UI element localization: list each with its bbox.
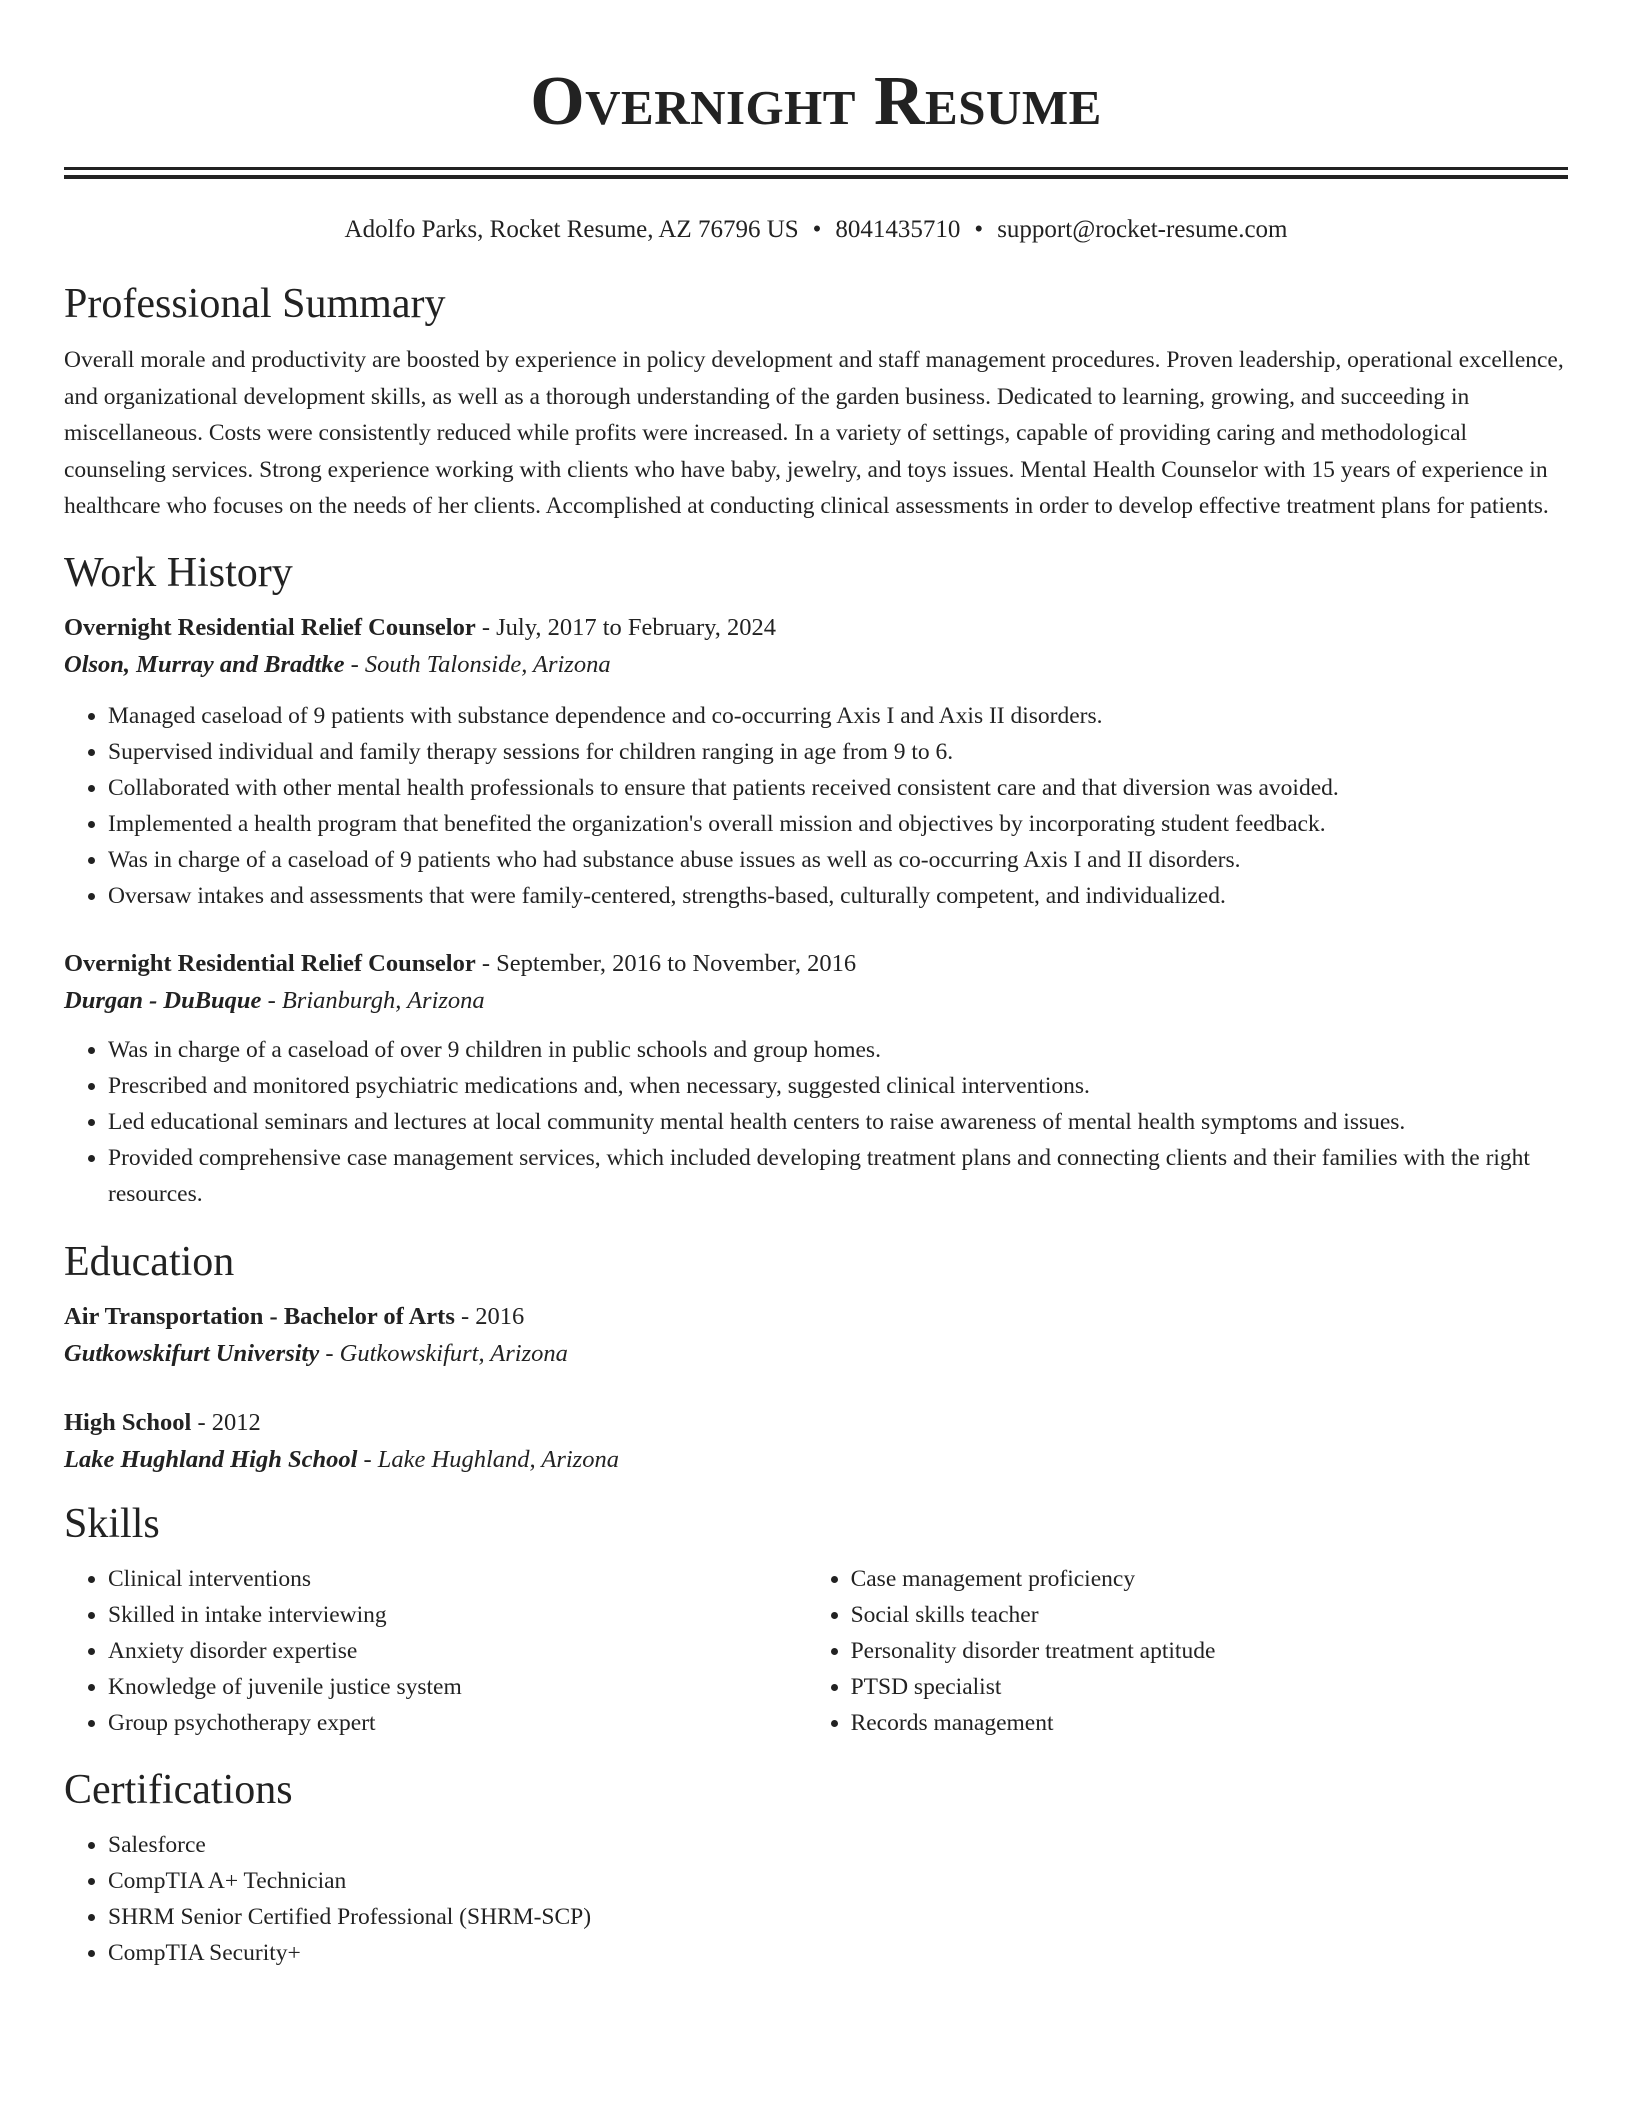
list-item: • Social skills teacher	[851, 1597, 1568, 1633]
education-entry	[64, 1405, 1568, 1479]
job-dates: - September, 2016 to November, 2016	[475, 949, 857, 977]
education-school-line	[64, 1441, 1568, 1479]
education-year: - 2016	[454, 1302, 525, 1330]
title-double-rule	[64, 167, 1568, 179]
contact-line	[64, 213, 1568, 247]
job-location: - Brianburgh, Arizona	[261, 986, 485, 1014]
list-item: • Led educational seminars and lectures at local community mental health centers to raise awareness of mental health symptoms and issues.	[108, 1104, 1568, 1140]
job-company-line	[64, 646, 1568, 684]
education-heading: Education	[64, 1238, 235, 1285]
skills-heading: Skills	[64, 1500, 160, 1547]
skills-columns	[64, 1561, 1568, 1741]
certifications-list	[64, 1827, 1568, 1971]
education-school: Lake Hughland High School	[64, 1445, 358, 1473]
education-location: - Gutkowskifurt, Arizona	[319, 1339, 568, 1367]
skills-list-right	[807, 1561, 1568, 1741]
contact-separator: •	[974, 216, 984, 243]
job-bullets	[64, 1032, 1568, 1212]
list-item: • Clinical interventions	[108, 1561, 807, 1597]
skills-list-left	[64, 1561, 807, 1741]
job-dates: - July, 2017 to February, 2024	[475, 613, 777, 641]
list-item: • PTSD specialist	[851, 1669, 1568, 1705]
resume-title: Overnight Resume	[530, 63, 1102, 140]
list-item: • CompTIA A+ Technician	[108, 1863, 1568, 1899]
list-item: • Skilled in intake interviewing	[108, 1597, 807, 1633]
contact-separator: •	[812, 216, 822, 243]
education-degree: Air Transportation - Bachelor of Arts	[64, 1302, 455, 1330]
resume-page	[64, 0, 1568, 1971]
list-item: • Collaborated with other mental health professionals to ensure that patients received consistent care and that diversion was avoided.	[108, 770, 1568, 806]
list-item: • CompTIA Security+	[108, 1935, 1568, 1971]
list-item: • Records management	[851, 1705, 1568, 1741]
education-degree-line	[64, 1405, 1568, 1441]
list-item: • Was in charge of a caseload of over 9 children in public schools and group homes.	[108, 1032, 1568, 1068]
list-item: • Personality disorder treatment aptitude	[851, 1633, 1568, 1669]
list-item: • Provided comprehensive case management services, which included developing treatment plans and connecting clients and their families with the right resources.	[108, 1140, 1568, 1212]
education-location: - Lake Hughland, Arizona	[357, 1445, 619, 1473]
work-history-heading: Work History	[64, 549, 293, 596]
summary-heading: Professional Summary	[64, 281, 446, 327]
list-item: • Managed caseload of 9 patients with substance dependence and co-occurring Axis I and Axis II disorders.	[108, 698, 1568, 734]
certifications-heading: Certifications	[64, 1766, 293, 1813]
job-title: Overnight Residential Relief Counselor	[64, 949, 476, 977]
list-item: • SHRM Senior Certified Professional (SHRM-SCP)	[108, 1899, 1568, 1935]
job-company: Olson, Murray and Bradtke	[64, 650, 345, 678]
list-item: • Supervised individual and family therapy sessions for children ranging in age from 9 to 6.	[108, 734, 1568, 770]
job-entry	[64, 946, 1568, 1212]
education-entry	[64, 1299, 1568, 1373]
list-item: • Oversaw intakes and assessments that were family-centered, strengths-based, culturally competent, and individualized.	[108, 878, 1568, 914]
contact-address: Adolfo Parks, Rocket Resume, AZ 76796 US	[344, 216, 799, 243]
list-item: • Knowledge of juvenile justice system	[108, 1669, 807, 1705]
job-company: Durgan - DuBuque	[64, 986, 262, 1014]
list-item: • Salesforce	[108, 1827, 1568, 1863]
list-item: • Implemented a health program that benefited the organization's overall mission and objectives by incorporating student feedback.	[108, 806, 1568, 842]
list-item: • Group psychotherapy expert	[108, 1705, 807, 1741]
contact-email: support@rocket-resume.com	[997, 216, 1288, 243]
job-title: Overnight Residential Relief Counselor	[64, 613, 476, 641]
education-school: Gutkowskifurt University	[64, 1339, 320, 1367]
job-location: - South Talonside, Arizona	[344, 650, 611, 678]
education-degree: High School	[64, 1408, 192, 1436]
list-item: • Prescribed and monitored psychiatric medications and, when necessary, suggested clinical interventions.	[108, 1068, 1568, 1104]
job-title-line	[64, 610, 1568, 646]
job-entry	[64, 610, 1568, 914]
education-school-line	[64, 1335, 1568, 1373]
list-item: • Was in charge of a caseload of 9 patients who had substance abuse issues as well as co-occurring Axis I and II disorders.	[108, 842, 1568, 878]
education-degree-line	[64, 1299, 1568, 1335]
job-bullets	[64, 698, 1568, 914]
list-item: • Case management proficiency	[851, 1561, 1568, 1597]
education-year: - 2012	[191, 1408, 261, 1436]
list-item: • Anxiety disorder expertise	[108, 1633, 807, 1669]
job-title-line	[64, 946, 1568, 982]
summary-text: Overall morale and productivity are boosted by experience in policy development and staff management procedures. Proven leadership, operational excellence, and organizational development skills, as well as a thorough understanding of the garden business. Dedicated to learning, growing, and succeeding in miscellaneous. Costs were consistently reduced while profits were increased. In a variety of settings, capable of providing caring and methodological counseling services. Strong experience working with clients who have baby, jewelry, and toys issues. Mental Health Counselor with 15 years of experience in healthcare who focuses on the needs of her clients. Accomplished at conducting clinical assessments in order to develop effective treatment plans for patients.	[64, 347, 1564, 519]
job-company-line	[64, 982, 1568, 1020]
contact-phone: 8041435710	[835, 216, 961, 243]
